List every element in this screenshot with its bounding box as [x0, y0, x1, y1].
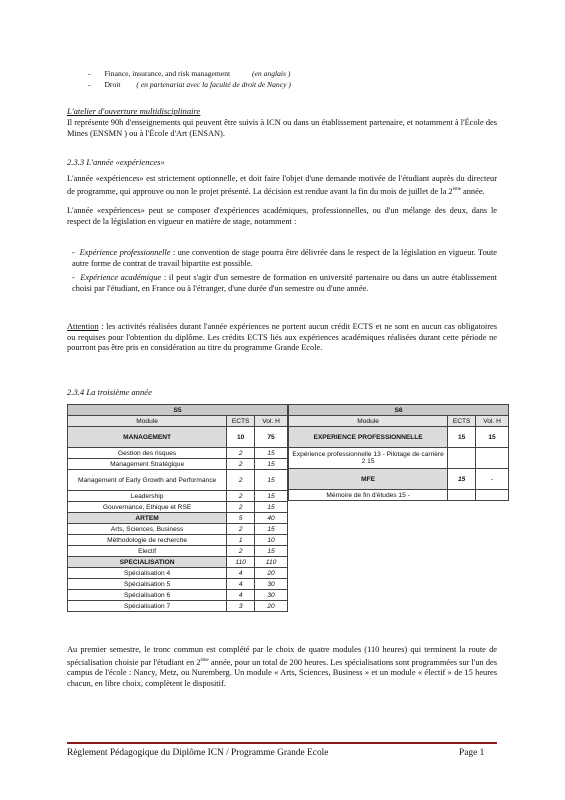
s5-ects-cell: 110: [227, 557, 255, 568]
s5-volh-cell: 75: [255, 427, 288, 448]
s5-volh-cell: 20: [255, 568, 288, 579]
s6-table: [288, 404, 509, 501]
s5-table: [67, 404, 288, 612]
s5-volh-cell: 15: [255, 502, 288, 513]
s5-module-cell: Management of Early Growth and Performance: [68, 470, 227, 491]
s5-ects-cell: 2: [227, 546, 255, 557]
s6-row: [289, 448, 509, 469]
s5-module-cell: Gouvernance, Ethique et RSE: [68, 502, 227, 513]
footer-page-number: Page 1: [459, 748, 485, 758]
s5-ects-cell: 1: [227, 535, 255, 546]
footer-rule: [67, 742, 497, 744]
atelier-body: Il représente 90h d'enseignements qui peuvent être suivis à ICN ou dans un établissement partenaire, et notamment à l'École des Mines (ENSMN ) ou à l'École d'Art (ENSAN).: [67, 118, 497, 138]
s6-ects-cell: 15: [448, 469, 476, 490]
s5-volh-cell: 40: [255, 513, 288, 524]
s5-row: [68, 601, 288, 612]
s5-volh-cell: 30: [255, 579, 288, 590]
s5-module-cell: Gestion des risques: [68, 448, 227, 459]
s5-ects-cell: 4: [227, 590, 255, 601]
s5-volh-cell: 15: [255, 491, 288, 502]
section-234-heading: 2.3.4 La troisième année: [67, 387, 152, 397]
s5-module-cell: Spécialisation 7: [68, 601, 227, 612]
footer-title: Règlement Pédagogique du Diplôme ICN / Programme Grande Ecole: [67, 748, 329, 758]
s6-title: S6: [289, 405, 509, 416]
s6-ects-cell: [448, 490, 476, 501]
s5-title: S5: [68, 405, 288, 416]
bullet-droit: - Droit ( en partenariat avec la faculté de droit de Nancy ): [88, 80, 291, 89]
s6-module-cell: Mémoire de fin d'études 15 -: [289, 490, 448, 501]
s6-module-cell: MFE: [289, 469, 448, 490]
s5-row: [68, 459, 288, 470]
s6-ects-cell: [448, 448, 476, 469]
s5-volh-cell: 15: [255, 546, 288, 557]
s5-row: [68, 513, 288, 524]
s6-col-module: Module: [289, 416, 448, 427]
attention-note: Attention : les activités réalisées durant l'année expériences ne portent aucun crédit ECTS et ne sont en aucun cas obligatoires ou requises pour l'obtention du diplôme. Les crédits ECTS liés aux expériences académiques réalisées durant cette période ne pourront pas être pris en considération au titre du programme Grande Ecole.: [67, 322, 497, 353]
s5-volh-cell: 15: [255, 448, 288, 459]
s5-volh-cell: 110: [255, 557, 288, 568]
s6-col-volh: Vol. H: [476, 416, 509, 427]
s6-volh-cell: -: [476, 469, 509, 490]
s5-ects-cell: 3: [227, 601, 255, 612]
s6-module-cell: Expérience professionnelle 13 - Pilotage de carrière 2 15: [289, 448, 448, 469]
s6-row: [289, 490, 509, 501]
s5-volh-cell: 20: [255, 601, 288, 612]
s5-row: [68, 568, 288, 579]
s6-volh-cell: [476, 448, 509, 469]
s5-volh-cell: 10: [255, 535, 288, 546]
s6-col-ects: ECTS: [448, 416, 476, 427]
s5-ects-cell: 10: [227, 427, 255, 448]
s6-volh-cell: 15: [476, 427, 509, 448]
s5-ects-cell: 5: [227, 513, 255, 524]
s5-module-cell: Spécialisation 4: [68, 568, 227, 579]
s5-row: [68, 557, 288, 568]
s5-ects-cell: 4: [227, 579, 255, 590]
s5-module-cell: MANAGEMENT: [68, 427, 227, 448]
s5-module-cell: Méthodologie de recherche: [68, 535, 227, 546]
s5-module-cell: Spécialisation 5: [68, 579, 227, 590]
s5-ects-cell: 2: [227, 524, 255, 535]
s6-row: [289, 427, 509, 448]
s5-ects-cell: 2: [227, 448, 255, 459]
s5-row: [68, 427, 288, 448]
atelier-title: L'atelier d'ouverture multidisciplinaire: [67, 106, 201, 116]
section-233-p2: L'année «expériences» peut se composer d'expériences académiques, professionnelles, ou d'un mélange des deux, dans le respect de la législation en vigueur en matière de stage, notamment :: [67, 206, 497, 226]
s5-col-ects: ECTS: [227, 416, 255, 427]
s5-module-cell: Leadership: [68, 491, 227, 502]
section-233-heading: 2.3.3 L'année «expériences»: [67, 157, 165, 167]
s5-ects-cell: 4: [227, 568, 255, 579]
s5-volh-cell: 15: [255, 459, 288, 470]
s5-module-cell: Arts, Sciences, Business: [68, 524, 227, 535]
s5-volh-cell: 30: [255, 590, 288, 601]
s6-volh-cell: [476, 490, 509, 501]
s5-row: [68, 535, 288, 546]
s5-row: [68, 491, 288, 502]
s5-row: [68, 502, 288, 513]
closing-paragraph: Au premier semestre, le tronc commun est complété par le choix de quatre modules (110 heures) qui terminent la route de spécialisation choisie par l'étudiant en 2ème année, pour un total de 200 heures. Les spécialisations sont programmées sur l'un des campus de l'école : Nancy, Metz, ou Nuremberg. Un module « Arts, Sciences, Business » et un module « électif » de 15 heures chacun, en libre choix, complètent le dispositif.: [67, 645, 497, 688]
s5-ects-cell: 2: [227, 470, 255, 491]
s5-module-cell: Spécialisation 6: [68, 590, 227, 601]
s5-row: [68, 546, 288, 557]
s5-module-cell: SPECIALISATION: [68, 557, 227, 568]
s5-module-cell: Electif: [68, 546, 227, 557]
experience-pro-bullet: - Expérience professionnelle : une convention de stage pourra être délivrée dans le respect de la législation en vigueur. Toute autre forme de contrat de travail bipartite est possible.: [72, 248, 497, 268]
s5-row: [68, 579, 288, 590]
s5-module-cell: ARTEM: [68, 513, 227, 524]
s6-ects-cell: 15: [448, 427, 476, 448]
s5-row: [68, 470, 288, 491]
s5-row: [68, 590, 288, 601]
bullet-finance: - Finance, insurance, and risk management (en anglais ): [88, 69, 291, 78]
section-233-p1: L'année «expériences» est strictement optionnelle, et doit faire l'objet d'une demande motivée de l'étudiant auprès du directeur de programme, qui approuve ou non le projet présenté. La décision est rendue avant la fin du mois de juillet de la 2ème année.: [67, 174, 497, 196]
s5-ects-cell: 2: [227, 459, 255, 470]
s5-volh-cell: 15: [255, 470, 288, 491]
s5-module-cell: Management Stratégique: [68, 459, 227, 470]
s5-row: [68, 524, 288, 535]
s5-ects-cell: 2: [227, 491, 255, 502]
s5-volh-cell: 15: [255, 524, 288, 535]
s5-col-module: Module: [68, 416, 227, 427]
s6-row: [289, 469, 509, 490]
s5-col-volh: Vol. H: [255, 416, 288, 427]
s5-row: [68, 448, 288, 459]
experience-acad-bullet: - Expérience académique : il peut s'agir d'un semestre de formation en université partenaire ou dans un autre établissement choisi par l'étudiant, en France ou à l'étranger, d'une durée d'un semestre ou d'une année.: [72, 273, 497, 293]
s6-module-cell: EXPERIENCE PROFESSIONNELLE: [289, 427, 448, 448]
s5-ects-cell: 2: [227, 502, 255, 513]
